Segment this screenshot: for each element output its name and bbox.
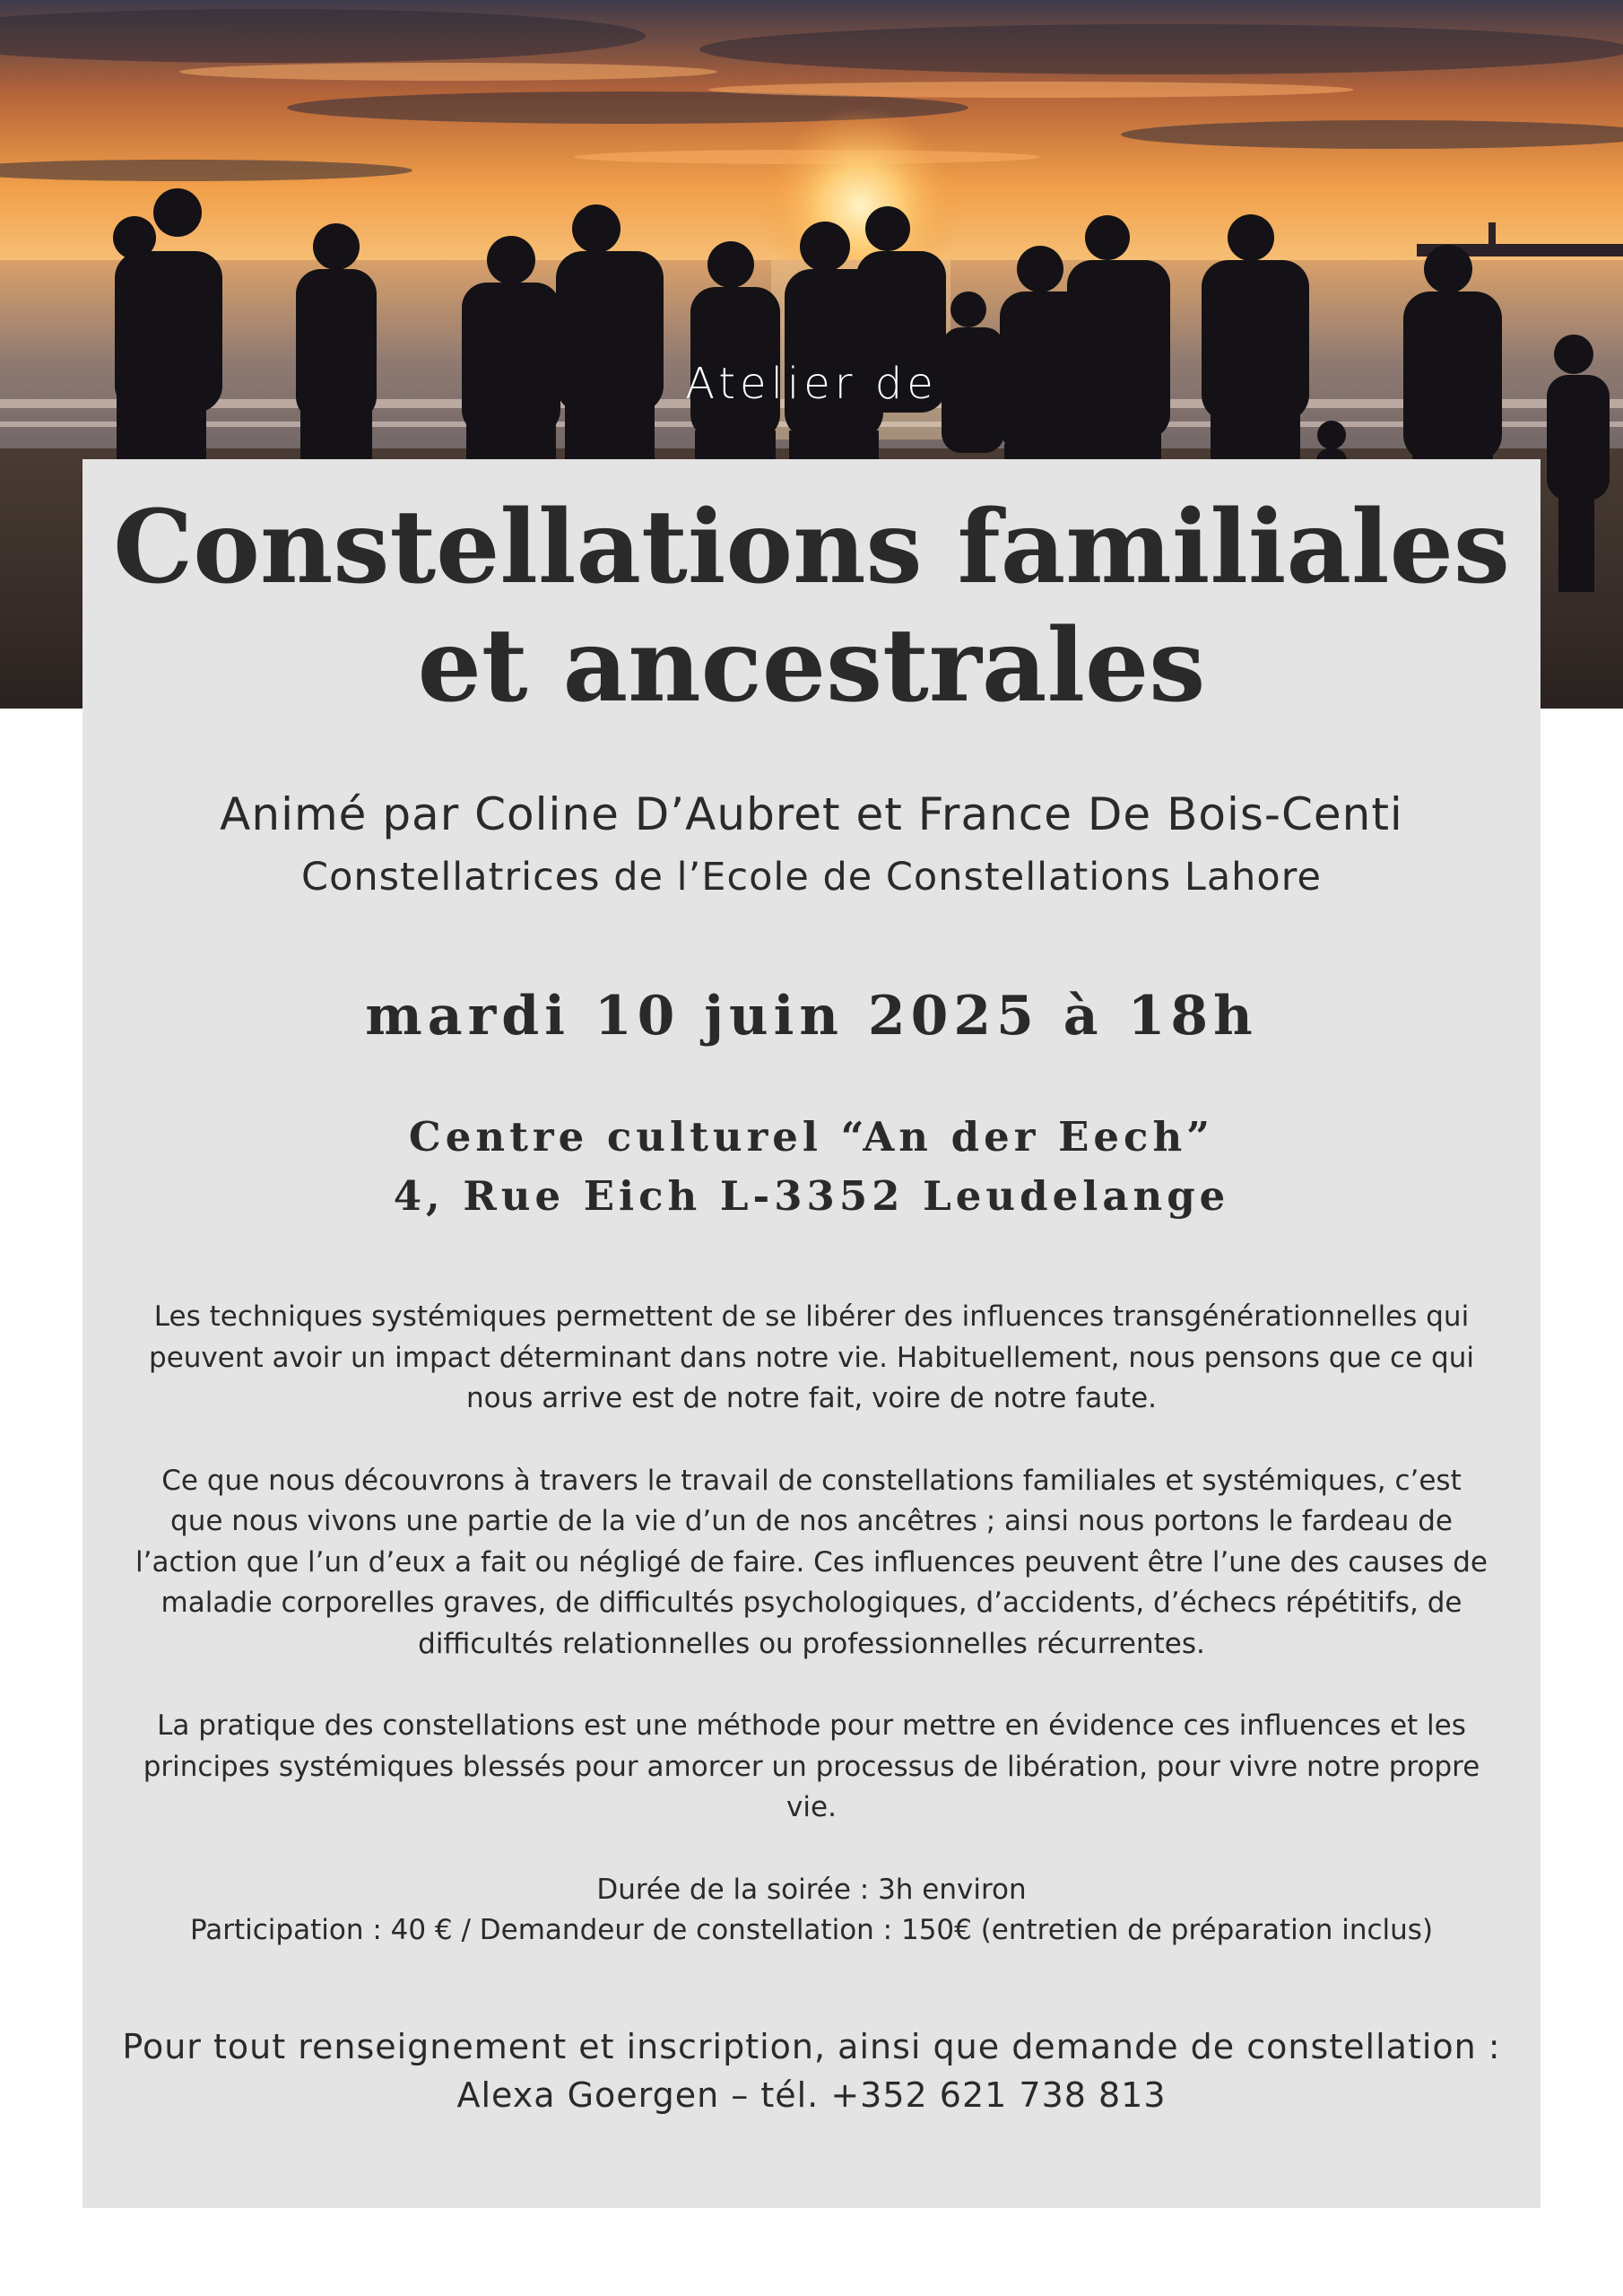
- title-line-1: Constellations familiales: [113, 489, 1510, 606]
- contact-intro: Pour tout renseignement et inscription, ainsi que demande de constellation :: [122, 2027, 1501, 2066]
- venue-name: Centre culturel “An der Eech”: [408, 1113, 1215, 1161]
- hosts-affiliation: Constellatrices de l’Ecole de Constellations Lahore: [301, 855, 1322, 900]
- price-text: Participation : 40 € / Demandeur de constellation : 150€ (entretien de préparation inclus): [189, 1914, 1434, 1946]
- page-title: [82, 489, 1541, 726]
- practical-info: [135, 1870, 1488, 1952]
- description-paragraph-2: Ce que nous découvrons à travers le travail de constellations familiales et systémiques, c’est que nous vivons une partie de la vie d’un de nos ancêtres ; ainsi nous portons le fardeau de l’action que l’un d’eux a fait ou négligé de faire. Ces influences peuvent être l’une des causes de maladie corporelles graves, de difficultés psychologiques, d’accidents, d’échecs répétitifs, de difficultés relationnelles ou professionnelles récurrentes.: [135, 1464, 1488, 1660]
- hosts-line: Animé par Coline D’Aubret et France De Bois-Centi: [220, 788, 1403, 840]
- venue-address: 4, Rue Eich L-3352 Leudelange: [393, 1172, 1230, 1220]
- lighthouse: [1488, 222, 1496, 246]
- event-date: mardi 10 juin 2025 à 18h: [365, 985, 1258, 1048]
- contact-person-phone[interactable]: Alexa Goergen – tél. +352 621 738 813: [456, 2075, 1167, 2115]
- contact-block: [82, 2022, 1541, 2119]
- kicker-text: Atelier de: [685, 359, 938, 409]
- description-paragraph-3: La pratique des constellations est une méthode pour mettre en évidence ces influences et les principes systémiques blessés pour amorcer un processus de libération, pour vivre notre propre vie.: [143, 1709, 1480, 1823]
- hosts-block: [82, 780, 1541, 906]
- duration-text: Durée de la soirée : 3h environ: [596, 1873, 1027, 1906]
- description: [135, 1297, 1488, 1993]
- title-line-2: et ancestrales: [417, 607, 1206, 725]
- event-venue: [82, 1108, 1541, 1226]
- description-paragraph-1: Les techniques systémiques permettent de se libérer des influences transgénérationnelles qui peuvent avoir un impact déterminant dans notre vie. Habituellement, nous pensons que ce qui nous arrive est de notre fait, voire de notre faute.: [149, 1300, 1474, 1414]
